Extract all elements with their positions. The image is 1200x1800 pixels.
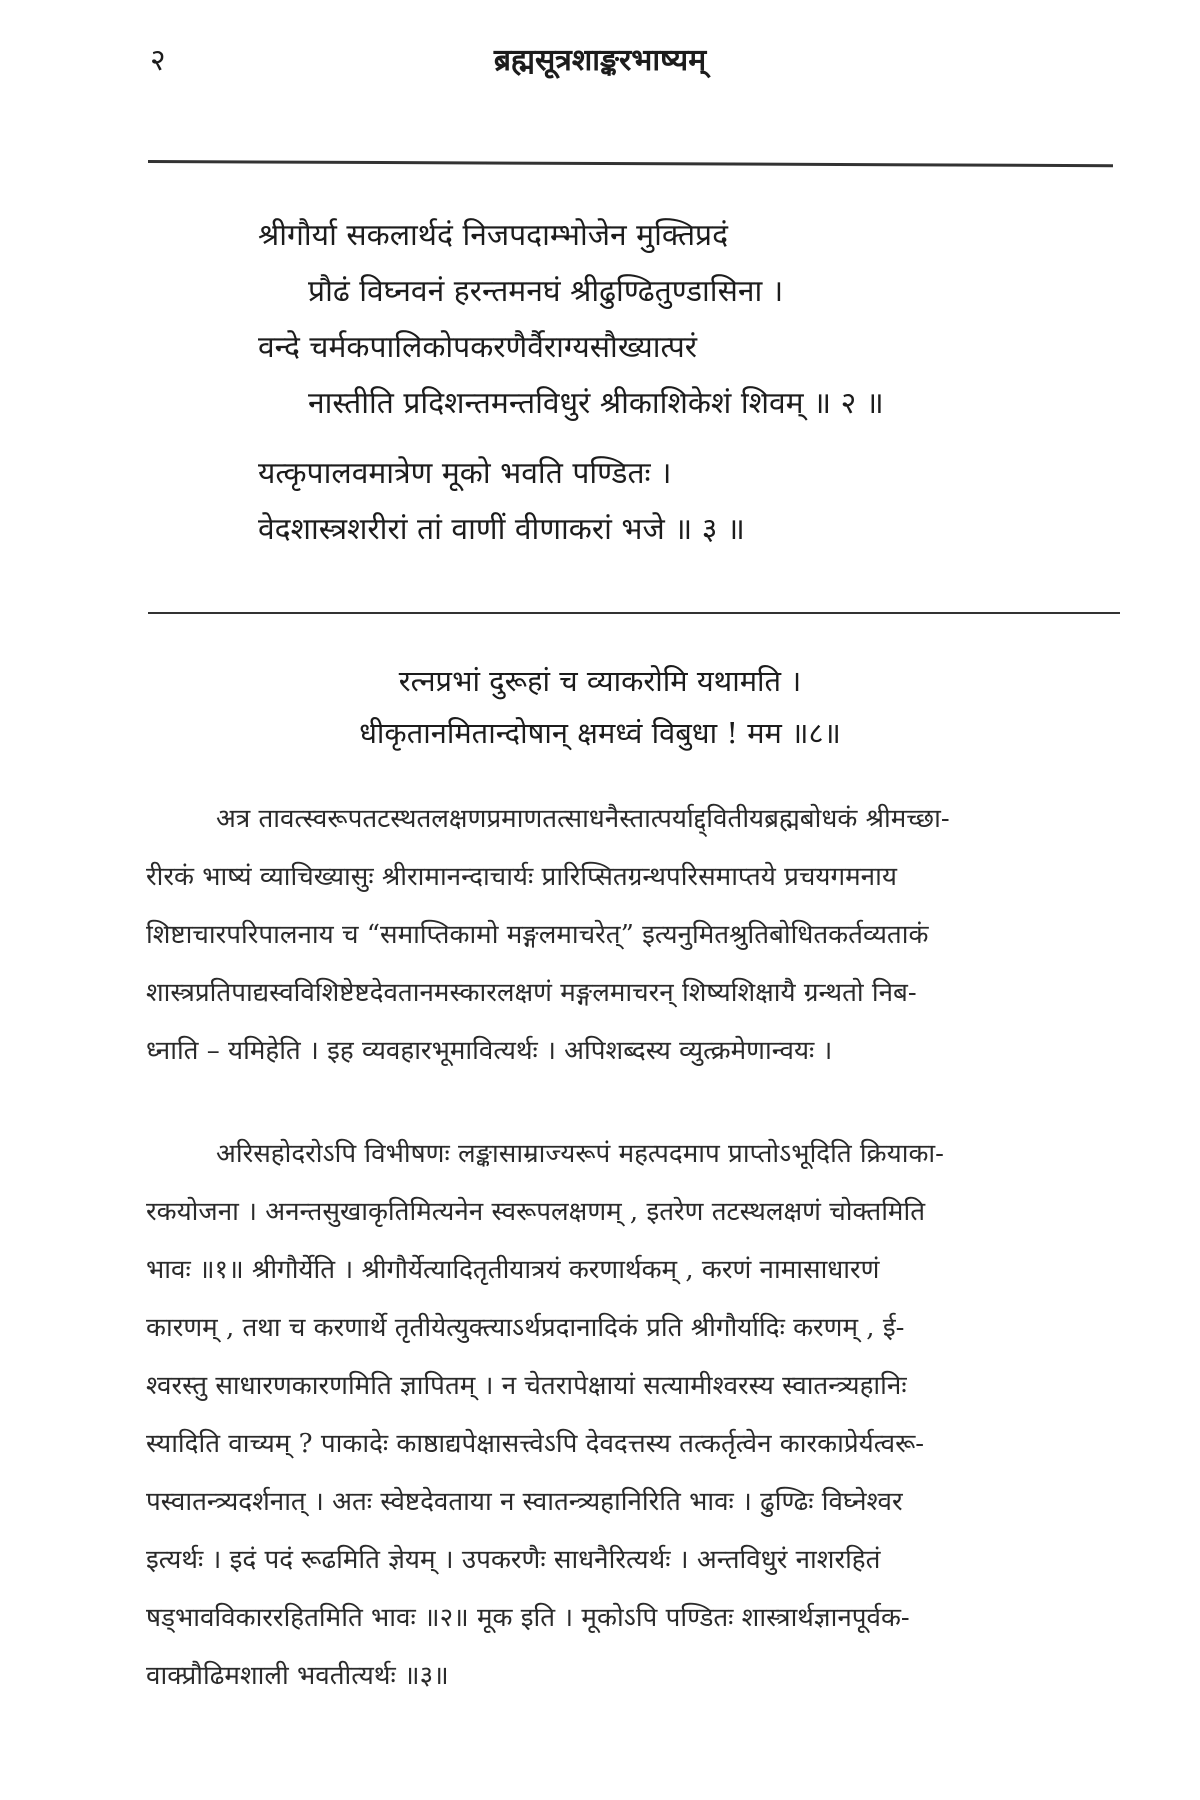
verse-line: नास्तीति प्रदिशन्तमन्तविधुरं श्रीकाशिकेशं शिवम् ॥ २ ॥ — [308, 386, 884, 421]
verse-line: वन्दे चर्मकपालिकोपकरणैर्वैराग्यसौख्यात्परं — [258, 330, 698, 365]
intro-verse-line: धीकृतानमितान्दोषान् क्षमध्वं विबुधा ! मम ॥८॥ — [359, 716, 841, 750]
verse-line: प्रौढं विघ्नवनं हरन्तमनघं श्रीढुण्ढितुण्डासिना । — [308, 274, 784, 309]
verse-line: वेदशास्त्रशरीरां तां वाणीं वीणाकरां भजे ॥ ३ ॥ — [258, 512, 745, 547]
commentary-line: पस्वातन्त्र्यदर्शनात् । अतः स्वेष्टदेवताया न स्वातन्त्र्यहानिरिति भावः । ढुण्ढिः विघ्नेश्वर — [146, 1487, 903, 1517]
commentary-line: इत्यर्थः । इदं पदं रूढमिति ज्ञेयम् । उपकरणैः साधनैरित्यर्थः । अन्तविधुरं नाशरहितं — [146, 1545, 881, 1575]
commentary-line: अरिसहोदरोऽपि विभीषणः लङ्कासाम्राज्यरूपं महत्पदमाप प्राप्तोऽभूदिति क्रियाका- — [216, 1139, 944, 1169]
commentary-line: रीरकं भाष्यं व्याचिख्यासुः श्रीरामानन्दाचार्यः प्रारिप्सितग्रन्थपरिसमाप्तये प्रचयगमनाय — [146, 862, 897, 892]
commentary-line: रकयोजना । अनन्तसुखाकृतिमित्यनेन स्वरूपलक्षणम् , इतरेण तटस्थलक्षणं चोक्तमिति — [146, 1197, 926, 1227]
commentary-line: श्वरस्तु साधारणकारणमिति ज्ञापितम् । न चेतरापेक्षायां सत्यामीश्वरस्य स्वातन्त्र्यहानिः — [146, 1371, 907, 1401]
commentary-line: अत्र तावत्स्वरूपतटस्थतलक्षणप्रमाणतत्साधनैस्तात्पर्याद्द्वितीयब्रह्मबोधकं श्रीमच्छा- — [216, 804, 950, 834]
commentary-line: ध्नाति – यमिहेति । इह व्यवहारभूमावित्यर्थः । अपिशब्दस्य व्युत्क्रमेणान्वयः । — [146, 1036, 833, 1066]
intro-verse — [0, 655, 1200, 759]
commentary-line: वाक्प्रौढिमशाली भवतीत्यर्थः ॥३॥ — [146, 1661, 449, 1691]
intro-verse-line: रत्नप्रभां दुरूहां च व्याकरोमि यथामति । — [398, 664, 802, 698]
commentary-line: षड्भावविकाररहितमिति भावः ॥२॥ मूक इति । मूकोऽपि पण्डितः शास्त्रार्थज्ञानपूर्वक- — [146, 1603, 910, 1633]
page-number: २ — [150, 43, 166, 78]
top-rule — [148, 160, 1113, 167]
commentary-line: कारणम् , तथा च करणार्थे तृतीयेत्युक्त्याऽर्थप्रदानादिकं प्रति श्रीगौर्यादिः करणम् , ई- — [146, 1313, 905, 1343]
commentary-line: शास्त्रप्रतिपाद्यस्वविशिष्टेष्टदेवतानमस्कारलक्षणं मङ्गलमाचरन् शिष्यशिक्षायै ग्रन्थतो निब- — [146, 978, 917, 1008]
commentary-line: शिष्टाचारपरिपालनाय च “समाप्तिकामो मङ्गलमाचरेत्” इत्यनुमितश्रुतिबोधितकर्तव्यताकं — [146, 920, 929, 950]
commentary-paragraph-1 — [146, 790, 1140, 1080]
running-head — [0, 38, 1200, 88]
verse-line: श्रीगौर्या सकलार्थदं निजपदाम्भोजेन मुक्तिप्रदं — [258, 218, 729, 253]
section-rule — [148, 612, 1120, 614]
running-title: ब्रह्मसूत्रशाङ्करभाष्यम् — [493, 43, 707, 78]
commentary-line: स्यादिति वाच्यम् ? पाकादेः काष्ठाद्यपेक्षासत्त्वेऽपि देवदत्तस्य तत्कर्तृत्वेन कारकाप्रेर्यत्वरू- — [146, 1429, 925, 1459]
commentary-line: भावः ॥१॥ श्रीगौर्येति । श्रीगौर्येत्यादितृतीयात्रयं करणार्थकम् , करणं नामासाधारणं — [146, 1255, 880, 1285]
verse-line: यत्कृपालवमात्रेण मूको भवति पण्डितः । — [258, 456, 672, 491]
verse-block — [258, 208, 1158, 558]
commentary-paragraph-2 — [146, 1125, 1140, 1705]
